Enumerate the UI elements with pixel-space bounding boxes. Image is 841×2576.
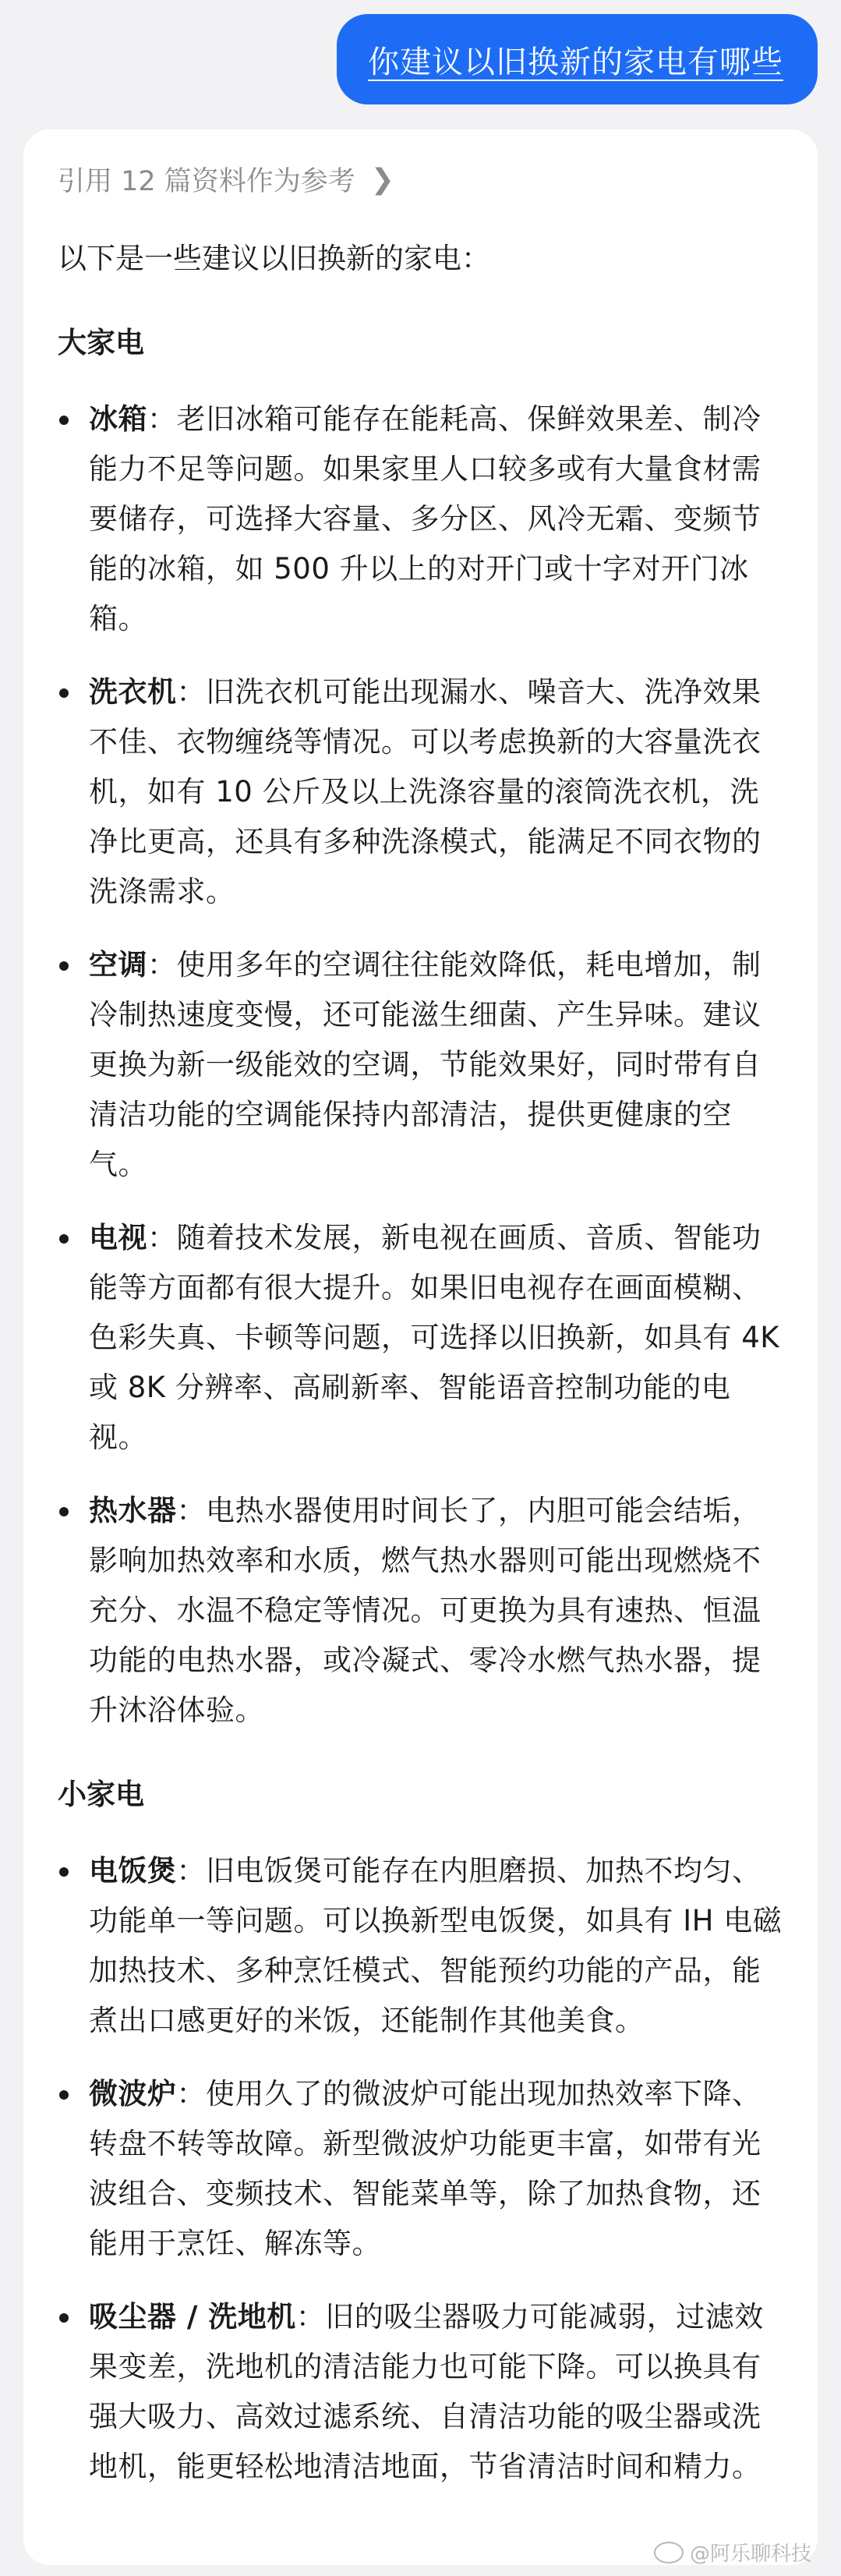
item-name: 冰箱 (89, 402, 147, 436)
item-name: 空调 (89, 948, 147, 982)
watermark (654, 2538, 811, 2567)
item-name: 电视 (89, 1221, 147, 1254)
item-name: 洗衣机 (89, 675, 177, 709)
section-title-small-appliances: 小家电 (58, 1778, 144, 1811)
references-link[interactable] (58, 156, 783, 203)
item-text: ：随着技术发展，新电视在画质、音质、智能功能等方面都有很大提升。如果旧电视存在画面模糊、色彩失真、卡顿等问题，可选择以旧换新，如具有 4K 或 8K 分辨率、高刷新率、智能语音控制功能的电视。 (89, 1221, 780, 1454)
list-item (58, 2292, 783, 2492)
weibo-icon (654, 2542, 684, 2564)
list-item (58, 1486, 783, 1736)
item-text: ：电热水器使用时间长了，内胆可能会结垢，影响加热效率和水质，燃气热水器则可能出现燃烧不充分、水温不稳定等情况。可更换为具有速热、恒温功能的电热水器，或冷凝式、零冷水燃气热水器，提升沐浴体验。 (89, 1494, 761, 1727)
list-item (58, 667, 783, 917)
item-text: ：旧的吸尘器吸力可能减弱，过滤效果变差，洗地机的清洁能力也可能下降。可以换具有强大吸力、高效过滤系统、自清洁功能的吸尘器或洗地机，能更轻松地清洁地面，节省清洁时间和精力。 (89, 2300, 764, 2483)
item-name: 吸尘器 / 洗地机 (89, 2300, 296, 2334)
item-name: 热水器 (89, 1494, 177, 1527)
item-name: 电饭煲 (89, 1854, 177, 1888)
item-name: 微波炉 (89, 2077, 177, 2111)
item-text: ：旧洗衣机可能出现漏水、噪音大、洗净效果不佳、衣物缠绕等情况。可以考虑换新的大容量洗衣机，如有 10 公斤及以上洗涤容量的滚筒洗衣机，洗净比更高，还具有多种洗涤模式，能满足不同衣物的洗涤需求。 (89, 675, 761, 908)
list-item (58, 940, 783, 1190)
item-text: ：旧电饭煲可能存在内胆磨损、加热不均匀、功能单一等问题。可以换新型电饭煲，如具有 IH 电磁加热技术、多种烹饪模式、智能预约功能的产品，能煮出口感更好的米饭，还能制作其他美食。 (89, 1854, 783, 2037)
user-message-text[interactable]: 你建议以旧换新的家电有哪些 (368, 44, 783, 80)
list-item (58, 1213, 783, 1463)
list-item (58, 2069, 783, 2269)
item-text: ：使用久了的微波炉可能出现加热效率下降、转盘不转等故障。新型微波炉功能更丰富，如带有光波组合、变频技术、智能菜单等，除了加热食物，还能用于烹饪、解冻等。 (89, 2077, 761, 2260)
assistant-answer-card (23, 129, 818, 2565)
user-message-bubble (337, 14, 818, 104)
section-title-large-appliances: 大家电 (58, 326, 144, 359)
watermark-text: @阿乐聊科技 (689, 2542, 811, 2566)
list-item (58, 395, 783, 644)
list-item (58, 1846, 783, 2046)
item-text: ：使用多年的空调往往能效降低，耗电增加，制冷制热速度变慢，还可能滋生细菌、产生异味。建议更换为新一级能效的空调，节能效果好，同时带有自清洁功能的空调能保持内部清洁，提供更健康的空气。 (89, 948, 761, 1181)
large-appliance-list (58, 395, 783, 1736)
answer-intro: 以下是一些建议以旧换新的家电： (58, 242, 490, 275)
chevron-right-icon: ❯ (370, 163, 394, 196)
item-text: ：老旧冰箱可能存在能耗高、保鲜效果差、制冷能力不足等问题。如果家里人口较多或有大量食材需要储存，可选择大容量、多分区、风冷无霜、变频节能的冰箱，如 500 升以上的对开门或十字对开门冰箱。 (89, 402, 761, 635)
small-appliance-list (58, 1846, 783, 2492)
references-label: 引用 12 篇资料作为参考 (58, 166, 355, 197)
